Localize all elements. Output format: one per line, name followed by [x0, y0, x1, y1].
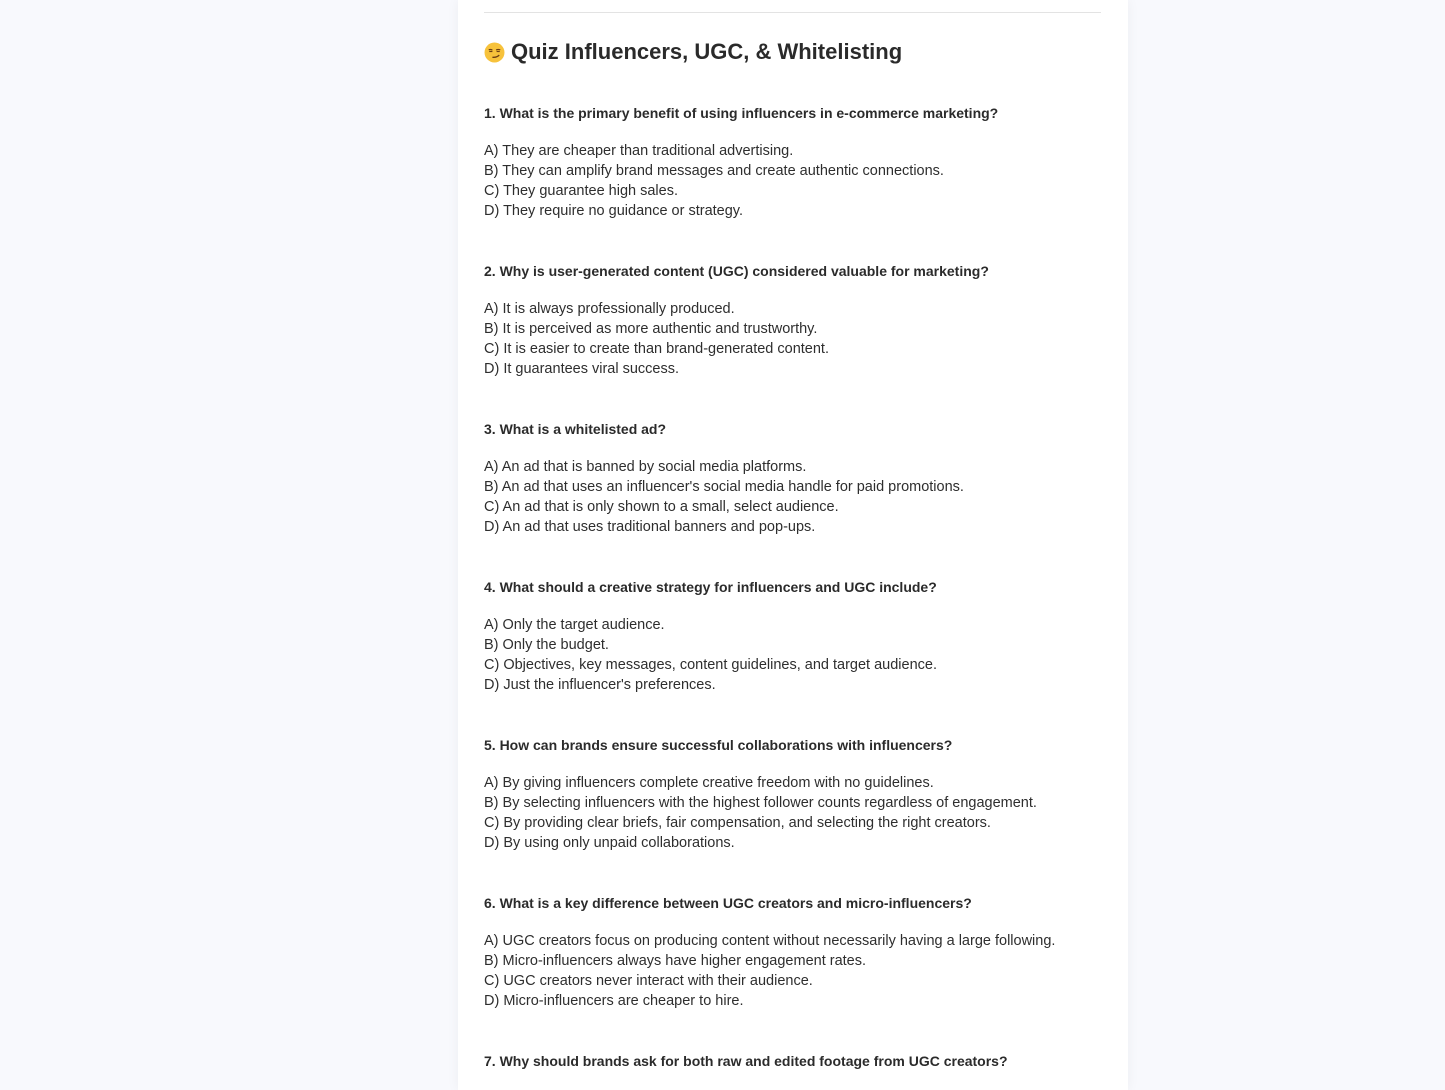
question-3: 3. What is a whitelisted ad? [484, 421, 667, 437]
question-6: 6. What is a key difference between UGC creators and micro-influencers? [484, 895, 972, 911]
answer-option: D) Micro-influencers are cheaper to hire. [484, 993, 744, 1009]
answer-option: D) Just the influencer's preferences. [484, 677, 716, 693]
answer-options [484, 457, 1101, 537]
answer-options [484, 773, 1101, 853]
answer-option: B) By selecting influencers with the highest follower counts regardless of engagement. [484, 795, 1037, 811]
document-page [458, 0, 1128, 1090]
document-content [484, 0, 1101, 1089]
answer-option: B) Micro-influencers always have higher engagement rates. [484, 953, 867, 969]
page-title [484, 37, 1101, 67]
answer-options [484, 299, 1101, 379]
answer-option: B) Only the budget. [484, 637, 609, 653]
question-1: 1. What is the primary benefit of using influencers in e-commerce marketing? [484, 105, 999, 121]
quiz-list [484, 103, 1101, 1071]
answer-option: A) They are cheaper than traditional advertising. [484, 143, 794, 159]
answer-option: C) Objectives, key messages, content guidelines, and target audience. [484, 657, 937, 673]
answer-option: C) They guarantee high sales. [484, 183, 678, 199]
answer-option: A) It is always professionally produced. [484, 301, 735, 317]
question-7: 7. Why should brands ask for both raw and edited footage from UGC creators? [484, 1053, 1008, 1069]
question-5: 5. How can brands ensure successful collaborations with influencers? [484, 737, 953, 753]
answer-option: C) It is easier to create than brand-generated content. [484, 341, 829, 357]
answer-option: C) UGC creators never interact with their audience. [484, 973, 813, 989]
question-2: 2. Why is user-generated content (UGC) considered valuable for marketing? [484, 263, 989, 279]
question-4: 4. What should a creative strategy for influencers and UGC include? [484, 579, 937, 595]
answer-options [484, 141, 1101, 221]
answer-option: B) An ad that uses an influencer's social media handle for paid promotions. [484, 479, 964, 495]
answer-option: A) By giving influencers complete creative freedom with no guidelines. [484, 775, 934, 791]
smirking-face-icon [484, 42, 505, 63]
answer-options [484, 931, 1101, 1011]
answer-option: D) An ad that uses traditional banners and pop-ups. [484, 519, 816, 535]
answer-option: D) It guarantees viral success. [484, 361, 680, 377]
answer-option: C) An ad that is only shown to a small, select audience. [484, 499, 839, 515]
answer-option: D) By using only unpaid collaborations. [484, 835, 735, 851]
divider [484, 12, 1101, 13]
answer-option: A) An ad that is banned by social media platforms. [484, 459, 807, 475]
answer-option: A) Only the target audience. [484, 617, 665, 633]
answer-option: C) By providing clear briefs, fair compensation, and selecting the right creators. [484, 815, 991, 831]
page-title-text: Quiz Influencers, UGC, & Whitelisting [511, 39, 903, 64]
answer-option: B) They can amplify brand messages and create authentic connections. [484, 163, 944, 179]
answer-options [484, 615, 1101, 695]
answer-option: B) It is perceived as more authentic and trustworthy. [484, 321, 818, 337]
answer-option: A) UGC creators focus on producing content without necessarily having a large following. [484, 933, 1056, 949]
answer-option: D) They require no guidance or strategy. [484, 203, 743, 219]
